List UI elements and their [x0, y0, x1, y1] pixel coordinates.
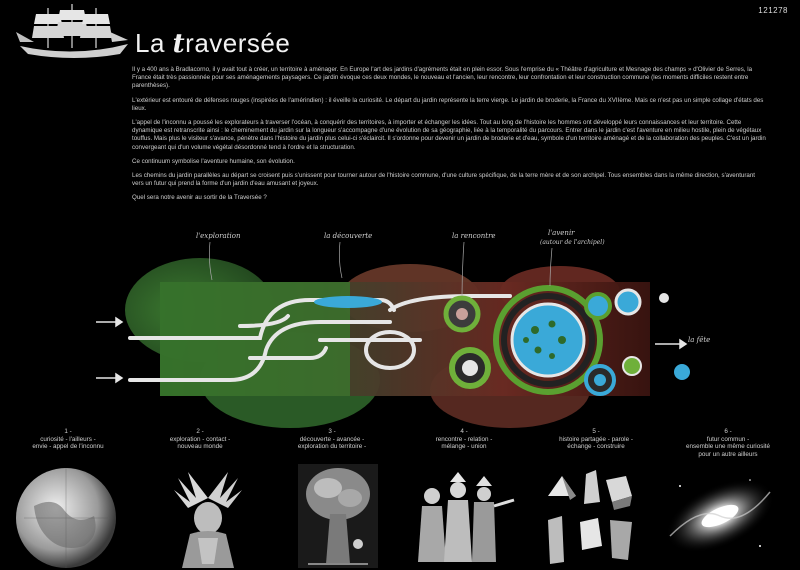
- intro-paragraph: Il y a 400 ans à Bradlacorno, il y avait tout à créer, un territoire à aménager. En Europe l'art des jardins d'agréments était en plein essor. Sous l'emprise du « Théâtre d'agriculture et Mesnage des champs » d'Olivier de Serres, la France était très passionnée pour ses aménagements paysagers. Ce jardin évoque ces deux mondes, le nouveau et l'ancien, leur rencontre, leur confrontation et leur construction commune (les moments difficiles restent entre parenthèses).: [132, 66, 753, 90]
- intro-text: [132, 66, 767, 209]
- title-initial: t: [172, 29, 186, 59]
- moon-globe-image: [14, 466, 118, 570]
- stage-6: [668, 428, 788, 458]
- stage-line: pour un autre ailleurs: [698, 450, 758, 458]
- annotation-futur: l'avenir: [548, 229, 575, 237]
- stage-number: 3 -: [328, 428, 336, 435]
- annotation-decouverte: la découverte: [324, 232, 373, 240]
- stage-line: histoire partagée - parole -: [559, 435, 633, 443]
- water-basin: [314, 296, 382, 308]
- stage-number: 1 -: [64, 428, 72, 435]
- stage-line: rencontre - relation -: [435, 435, 493, 443]
- intro-paragraph: L'appel de l'inconnu a poussé les explorateurs à traverser l'océan, à conquérir des territoires, à importer et échanger les idées. Tout au long de l'histoire les hommes ont développé leurs connaissances et leur territoire. Cette dynamique est retranscrite ainsi : le cheminement du jardin sur la longueur s'accompagne d'une évolution de sa géographie, liée à la temporalité du parcours. Entrer dans le jardin c'est l'aventure en milieu hostile, plein de végétaux touffus. Mais plus le visiteur s'avance, pénètre dans l'histoire du jardin plus celui-ci s'éclaircit. Il s'ordonne pour devenir un jardin de broderie et d'eau, symbole d'un territoire aménagé et de la collaboration des peuples. C'est un jardin convergeant qui d'un volume végétal désordonné tend à l'ordre et la structuration.: [132, 119, 766, 151]
- stage-number: 4 -: [460, 428, 468, 435]
- explorers-meeting-image: [410, 466, 520, 566]
- annotation-fete: la fête: [688, 336, 711, 344]
- stage-number: 5 -: [592, 428, 600, 435]
- stage-line: envie - appel de l'inconnu: [32, 443, 104, 451]
- geometric-solids-image: [540, 466, 640, 566]
- title-rest: raversée: [185, 28, 291, 58]
- stage-2: [140, 428, 260, 451]
- stage-1: [8, 428, 128, 451]
- stage-4: [404, 428, 524, 451]
- intro-paragraph: Les chemins du jardin parallèles au départ se croisent puis s'unissent pour tourner autour de l'histoire commune, d'une culture spécifique, de la terre mère et de son archipel. Tous ensembles dans la même direction, s'aventurant vers un futur qui prend la forme d'un jardin d'eau amusant et joyeux.: [132, 172, 756, 188]
- stage-5: [536, 428, 656, 451]
- stage-line: exploration - contact -: [169, 435, 231, 443]
- stage-line: découverte - avancée -: [299, 435, 365, 443]
- stage-number: 2 -: [196, 428, 204, 435]
- stage-3: [272, 428, 392, 451]
- stage-line: nouveau monde: [177, 443, 223, 451]
- annotation-futur-sub: (autour de l'archipel): [540, 239, 605, 246]
- intro-paragraph: L'extérieur est entouré de défenses rouges (inspirées de l'amérindien) : il éveille la curiosité. Le départ du jardin représente la terre vierge. Le jardin de broderie, la France du XVIIème. Mais ce n'est pas un simple collage d'états des lieux.: [132, 96, 764, 112]
- stage-line: échange - construire: [567, 443, 625, 451]
- intro-question: Quel sera notre avenir au sortir de la Traversée ?: [132, 194, 267, 202]
- title-prefix: La: [135, 28, 173, 58]
- garden-plan: [90, 240, 710, 440]
- ship-icon: [14, 2, 132, 64]
- annotation-exploration: l'exploration: [196, 232, 241, 240]
- tree-engraving-image: [298, 464, 378, 568]
- annotation-rencontre: la rencontre: [452, 232, 496, 240]
- stage-line: ensemble une même curiosité: [686, 443, 770, 451]
- stage-line: mélange - union: [441, 443, 487, 451]
- stage-number: 6 -: [724, 428, 732, 435]
- stage-line: exploration du territoire -: [297, 443, 367, 451]
- galaxy-image: [660, 466, 780, 566]
- thumbnails-row: [0, 460, 800, 570]
- project-id: 121278: [758, 6, 788, 15]
- intro-paragraph: Ce continuum symbolise l'aventure humaine, son évolution.: [132, 157, 295, 165]
- stage-line: futur commun -: [706, 435, 750, 443]
- native-headdress-image: [168, 468, 248, 568]
- stage-line: curiosité - l'ailleurs -: [40, 435, 96, 443]
- page-title: [135, 28, 290, 59]
